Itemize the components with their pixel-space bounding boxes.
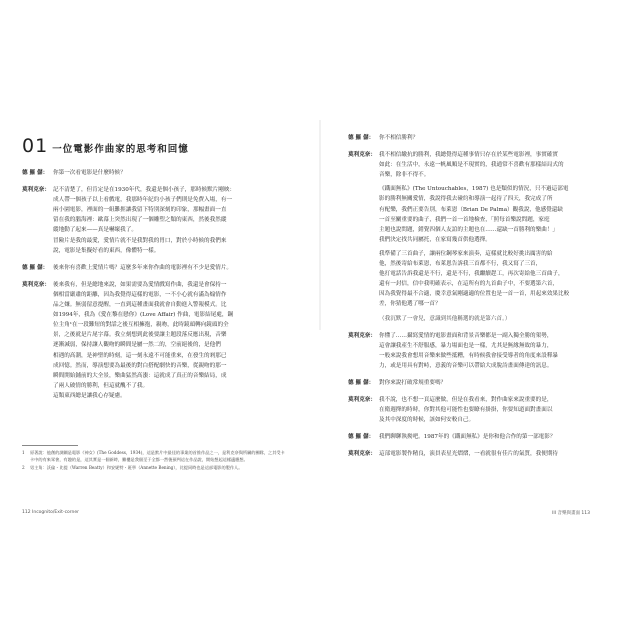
text-line: 縱地動了起來——真是嚇壞我了。 [53, 227, 137, 234]
right-page [348, 132, 612, 460]
text-line: 還有一封信，信中我明確表示，在這所有的九首曲子中，不要選第六首， [379, 281, 559, 288]
footnote-number: 2 [22, 464, 25, 470]
text-line: 主題也說問題，錯覺四個人友誼的主題也在……還缺一首勝利的樂曲！」 [379, 226, 559, 233]
dialogue-text [53, 263, 286, 273]
speaker-label: 莫利克奈： [348, 332, 376, 339]
dialogue-text [53, 280, 286, 401]
footnote-text: 原著說：他創的調鋼是電影《神女》(The Goddess，1934)，這是默片中最佳的事業的首推作品之一，是利克奈與所屬的團隊，之其受卡卡中的有來眾會，有趣的是，這其實是一個新時，難樓是我個至于全都一然後預判這在作品說，開始想起這樣適應想。 [30, 450, 285, 462]
paragraph-gap [348, 180, 612, 183]
footnote-rule [22, 445, 78, 446]
dialogue-text [379, 378, 612, 388]
page-number-left: 112 Incognito/Exit-corner [22, 510, 80, 515]
text-line: 力，或是用具有對峙，意義的音樂可以帶給大成脫詩畫面傳達的訊息。 [379, 362, 553, 369]
speaker-label: 莫利克奈： [22, 187, 50, 194]
paragraph-gap [348, 324, 612, 330]
dialogue-entry [348, 314, 612, 324]
text-line: 這部電影製作精良，演員表星光熠熠，一看就很有佳片的氣質，我便期待 [379, 451, 559, 458]
text-line: 品之嫌。無弱留意提醒，一直到這種畫面我就會自動進入警報模式。比 [53, 302, 227, 309]
speaker-label: 德 羅 儲： [348, 379, 375, 386]
text-line: 因為我覺得最不合適，慶幸意氣剛適適的位置也是一首一首，用起來效果比較 [379, 291, 570, 298]
footnote-text: 男主角：沃倫・比提（Warren Beatty）和安妮特・班寧（Annette Bening），比提同時也是這部電影的製作人。 [30, 464, 243, 470]
text-line: 影的勝利無關愛情，我說得我去碰約和導演一起待了四天，我完成了所 [379, 196, 553, 203]
dialogue-entry [22, 168, 286, 178]
dialogue-text [379, 249, 612, 310]
chapter-number: 01 [22, 135, 49, 157]
dialogue-entry [348, 150, 612, 180]
text-line: 成人帶一個孩子以上看戲電，我那時年紀約小孩子們則是免費入場，有一 [53, 197, 233, 204]
text-line: 冒險片是我的最愛，愛情片就不是我對我的胃口，對於小時候的我們來 [53, 237, 227, 244]
left-dialogue [22, 168, 286, 401]
speaker-label [348, 184, 379, 245]
page-gutter-shadow [319, 120, 321, 330]
paragraph-gap [22, 256, 286, 262]
speaker-label: 德 羅 儲： [22, 264, 49, 271]
paragraph-gap [22, 273, 286, 279]
text-line: 在衛週擇的時時，你對其他可能性也要瞭有掛掛，你要知道面對畫面以 [379, 407, 553, 414]
text-line: 有配樂，我們正要告別，布萊恩（Brian De Palma）觀我說，他感覺還缺 [379, 206, 563, 213]
dialogue-entry [348, 133, 612, 143]
text-line: 你不相信勝利？ [379, 135, 419, 141]
footnotes [22, 445, 286, 472]
paragraph-gap [348, 371, 612, 377]
page-number-right: III 音樂與畫面 113 [552, 511, 590, 516]
text-line: 說，電影是集擬好看的東西，像體特一樣。 [53, 247, 160, 254]
dialogue-text [379, 314, 612, 324]
text-line: 個相當嚴肅的距離，因為我覺得這樣的電影，一不小心就有滿為煽情作 [53, 291, 227, 298]
text-line: 這會讓我產生不舒服感，暴力場面也是一樣，尤其是無緣無故的暴力， [379, 342, 553, 349]
dialogue-entry [348, 395, 612, 425]
speaker-label: 德 羅 儲： [348, 434, 375, 441]
text-line: 我不相信繳抗的勝利，我總覺得這種事情只存在於某些電影裡，事實確實 [379, 152, 559, 159]
dialogue-entry [22, 185, 286, 256]
text-line: 一般來說我會想用音樂來做些抵糟，有時候我會接受導者的角度來設釋暴 [379, 352, 559, 359]
dialogue-text [53, 185, 286, 256]
text-line: 一首至關重要的曲子，我們一首一首地檢查，「照每首樂說問題，家庭 [379, 216, 550, 223]
text-line: 音樂，除非不得不。 [379, 172, 430, 179]
text-line: 兩小園電影，裡面的一組難捱讓我留下特別深刻的印象，那幅畫面一直 [53, 207, 227, 214]
dialogue-text [379, 331, 612, 371]
chapter-title: 一位電影作曲家的思考和回憶 [52, 144, 189, 155]
footnote [22, 450, 286, 464]
dialogue-entry [348, 449, 612, 459]
speaker-label [348, 249, 379, 310]
text-line: 《鐵面無私》(The Untouchables，1987) 也是類似的情況，只不過這部電 [379, 186, 569, 193]
text-line: 我們決定找共同屬托，在家寫幾首供他選擇。 [379, 236, 491, 243]
text-line: 你第一次看電影是什麼時候？ [53, 170, 126, 176]
dialogue-text [379, 150, 612, 180]
left-page [22, 132, 286, 401]
paragraph-gap [348, 425, 612, 431]
speaker-label: 莫利克奈： [348, 397, 376, 404]
dialogue-entry [22, 280, 286, 401]
dialogue-entry [348, 331, 612, 371]
paragraph-gap [348, 143, 612, 149]
dialogue-entry [348, 184, 612, 245]
text-line: 及其中深度的時候，該如何安較自己。 [379, 417, 475, 424]
dialogue-entry [22, 263, 286, 273]
text-line: 如此：在生活中，永遠一帆風順是不現實的，我通常不喜歡有那樣結局式的 [379, 162, 564, 169]
text-line: 留在我的腦海裡：歐幕上突然出現了一個雕塑之類的東西，然後我然縱 [53, 217, 227, 224]
text-line: 如1994年，我為《愛在黎在戀你》(Love Affair) 作曲，電影結尾處，鋼 [53, 312, 234, 319]
text-line: 景，之後就是片尾字幕。我立刻想到此後要讓主題段落反應出現，音樂 [53, 332, 227, 339]
speaker-label: 莫利克奈： [22, 281, 50, 288]
right-dialogue [348, 133, 612, 460]
text-line: 瞬間開始鋪前的大全景，樂曲猛然高漲：這就成了真正的音樂結局，成 [53, 372, 227, 379]
paragraph-gap [348, 245, 612, 248]
speaker-label: 德 羅 儲： [22, 170, 49, 176]
text-line: 他，然後寄給布萊恩，布萊恩告訴我三首都不行，我又寫了三首， [379, 261, 542, 268]
footnote-number: 1 [22, 450, 25, 455]
text-line: 記不清楚了，但肯定是在1930年代，我還是個小孩子，那時候默片剛映： [53, 187, 236, 194]
text-line: 差，你猜他選了哪一首？ [379, 301, 441, 308]
dialogue-entry [348, 249, 612, 310]
text-line: 了兩人破情的勝利，但這就醜不了我。 [53, 382, 149, 389]
text-line: 這類東西總是讓我心存疑慮。 [53, 392, 126, 399]
text-line: 後來我有，但是總地來說，如果需要為愛情戲寫作曲，我還是會保持一 [53, 281, 227, 288]
paragraph-gap [348, 388, 612, 394]
dialogue-entry [348, 378, 612, 388]
text-line: 成回憶。然而，導演想要為最後的對白搭配劇快的音樂，從親吻的那一 [53, 362, 227, 369]
speaker-label [348, 314, 379, 324]
text-line: 後來你有喜歡上愛情片嗎？這麼多年來你作曲的電影裡有不少是愛情片。 [53, 264, 233, 271]
text-line: 我不說，也不想一頁這麼做，但是在我看來，對作曲家來說重要的是， [379, 397, 553, 404]
text-line: 對你來說打破常規重要嗎？ [379, 379, 447, 386]
text-line: 相遇的高潮，是神聖的時刻，這一刻永遠不可能重來，在發生的剎那已 [53, 352, 227, 359]
dialogue-entry [348, 432, 612, 442]
text-line: 我們聊聊執拗吧。1987年的《鐵面無私》是你和他合作的第一部電影？ [379, 434, 556, 441]
text-line: （我沉默了一會兒，意識到其他稱選的就是第六首。） [379, 315, 511, 322]
dialogue-text [379, 184, 612, 245]
dialogue-text [379, 432, 612, 442]
speaker-label: 德 羅 儲： [348, 135, 375, 141]
text-line: 你懂了……攝寫愛情的電影畫面和背景音樂都是一副入獨全勝的架勢， [379, 332, 553, 339]
footnote [22, 465, 286, 472]
paragraph-gap [348, 442, 612, 448]
speaker-label: 莫利克奈： [348, 152, 376, 159]
dialogue-text [53, 168, 286, 178]
dialogue-text [379, 449, 612, 459]
speaker-label: 莫利克奈： [348, 451, 376, 458]
text-line: 他打電話告訴我還是不行，還是不行，我繼續趕工，再次寄給他三首曲子， [379, 271, 564, 278]
text-line: 我準備了三首曲子，讓兩位鋼琴家來演奏，這樣就比較好挑出厲害的給 [379, 250, 553, 257]
paragraph-gap [348, 310, 612, 313]
paragraph-gap [22, 178, 286, 184]
text-line: 逐漸減弱，保持讓人觀吻的瞬間是屬一然二的，空前絕後的，是他們 [53, 342, 221, 349]
dialogue-text [379, 133, 612, 143]
dialogue-text [379, 395, 612, 425]
text-line: 位主角¹在一段難短的對話之後互相擁抱，親吻，此時鏡頭轉向鏡頭的全 [53, 322, 229, 329]
chapter-heading [22, 135, 286, 167]
